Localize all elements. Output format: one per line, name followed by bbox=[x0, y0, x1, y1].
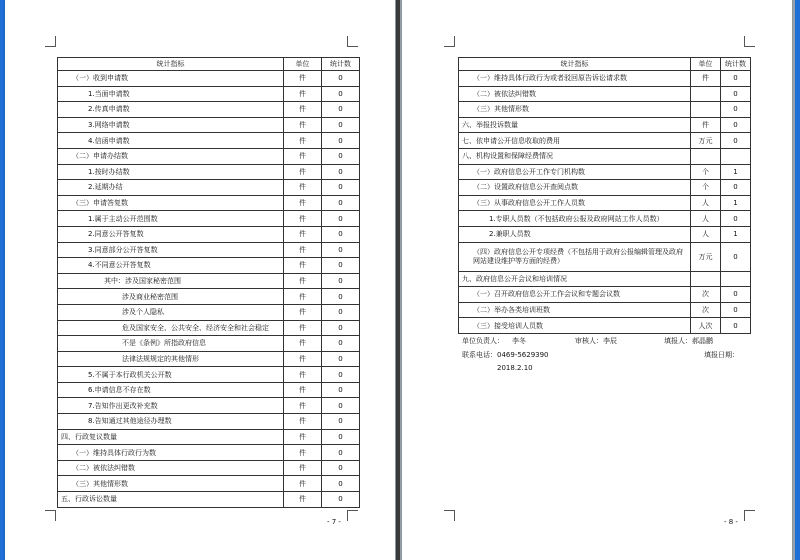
indicator-cell: 法律法规规定的其他情形 bbox=[58, 351, 284, 367]
indicator-cell: 3.同意部分公开答复数 bbox=[58, 242, 284, 258]
table-row bbox=[58, 117, 360, 133]
table-row bbox=[58, 382, 360, 398]
count-cell: 0 bbox=[322, 289, 360, 305]
count-cell: 0 bbox=[322, 304, 360, 320]
unit-cell: 件 bbox=[284, 429, 322, 445]
count-cell: 0 bbox=[322, 445, 360, 461]
unit-cell bbox=[691, 271, 721, 287]
unit-cell: 件 bbox=[284, 351, 322, 367]
indicator-cell: 5.不属于本行政机关公开数 bbox=[58, 367, 284, 383]
filler-value: 郝晶鹏 bbox=[692, 337, 713, 345]
unit-cell: 次 bbox=[691, 302, 721, 318]
unit-cell: 件 bbox=[284, 211, 322, 227]
unit-cell: 件 bbox=[284, 258, 322, 274]
page-number: - 7 - bbox=[327, 518, 341, 526]
table-row bbox=[58, 242, 360, 258]
indicator-cell: 五、行政诉讼数量 bbox=[58, 492, 284, 508]
indicator-cell: 危及国家安全、公共安全、经济安全和社会稳定 bbox=[58, 320, 284, 336]
table-row bbox=[459, 71, 751, 87]
reviewer-label: 审核人： bbox=[575, 337, 603, 345]
table-row bbox=[459, 102, 751, 118]
table-row bbox=[459, 318, 751, 334]
count-cell: 0 bbox=[322, 273, 360, 289]
count-cell: 0 bbox=[322, 351, 360, 367]
count-cell: 0 bbox=[721, 133, 751, 149]
crop-mark bbox=[347, 36, 358, 47]
indicator-cell: 涉及个人隐私 bbox=[58, 304, 284, 320]
table-row bbox=[58, 289, 360, 305]
indicator-cell: （一）维持具体行政行为数 bbox=[58, 445, 284, 461]
indicator-cell: （三）从事政府信息公开工作人员数 bbox=[459, 195, 691, 211]
count-cell: 0 bbox=[322, 117, 360, 133]
indicator-cell: （二）被依法纠错数 bbox=[459, 86, 691, 102]
unit-cell: 件 bbox=[284, 492, 322, 508]
count-cell: 0 bbox=[721, 242, 751, 271]
count-cell: 0 bbox=[322, 429, 360, 445]
indicator-cell: （三）其他情形数 bbox=[58, 476, 284, 492]
table-row bbox=[58, 320, 360, 336]
count-cell: 0 bbox=[322, 133, 360, 149]
table-row bbox=[58, 336, 360, 352]
table-row bbox=[58, 102, 360, 118]
indicator-cell: 1.属于主动公开范围数 bbox=[58, 211, 284, 227]
document-page-7 bbox=[5, 0, 395, 560]
header-count: 统计数 bbox=[322, 58, 360, 71]
indicator-cell: （二）举办各类培训班数 bbox=[459, 302, 691, 318]
count-cell: 0 bbox=[721, 302, 751, 318]
count-cell: 0 bbox=[721, 86, 751, 102]
indicator-cell: 2.延期办结 bbox=[58, 180, 284, 196]
unit-cell: 件 bbox=[284, 414, 322, 430]
count-cell: 0 bbox=[721, 71, 751, 87]
table-row bbox=[58, 195, 360, 211]
crop-mark bbox=[45, 510, 56, 521]
indicator-cell: 其中：涉及国家秘密范围 bbox=[58, 273, 284, 289]
unit-cell: 件 bbox=[284, 445, 322, 461]
count-cell: 1 bbox=[721, 164, 751, 180]
indicator-cell: 涉及商业秘密范围 bbox=[58, 289, 284, 305]
footer-phone bbox=[462, 350, 549, 360]
indicator-cell: 六、举报投诉数量 bbox=[459, 117, 691, 133]
footer-date-label: 填报日期： bbox=[704, 351, 739, 359]
indicator-cell: （四）政府信息公开专项经费（不包括用于政府公报编辑管理及政府网站建设维护等方面的经费） bbox=[459, 242, 691, 271]
count-cell: 0 bbox=[322, 164, 360, 180]
table-row bbox=[58, 86, 360, 102]
unit-cell: 万元 bbox=[691, 242, 721, 271]
header-indicator: 统计指标 bbox=[459, 58, 691, 71]
table-row bbox=[459, 117, 751, 133]
count-cell bbox=[721, 271, 751, 287]
unit-cell: 件 bbox=[284, 164, 322, 180]
footer-filler bbox=[664, 336, 713, 346]
header-count: 统计数 bbox=[721, 58, 751, 71]
table-row bbox=[58, 460, 360, 476]
header-indicator: 统计指标 bbox=[58, 58, 284, 71]
count-cell: 0 bbox=[721, 318, 751, 334]
table-row bbox=[58, 304, 360, 320]
count-cell: 1 bbox=[721, 195, 751, 211]
unit-cell: 人次 bbox=[691, 318, 721, 334]
count-cell: 0 bbox=[721, 211, 751, 227]
page-number: - 8 - bbox=[724, 518, 738, 526]
unit-cell: 件 bbox=[284, 289, 322, 305]
table-row bbox=[58, 71, 360, 87]
unit-cell: 件 bbox=[284, 117, 322, 133]
count-cell: 0 bbox=[322, 258, 360, 274]
indicator-cell: 2.同意公开答复数 bbox=[58, 226, 284, 242]
table-row bbox=[58, 367, 360, 383]
document-page-8 bbox=[402, 0, 792, 560]
table-row bbox=[58, 226, 360, 242]
table-row bbox=[459, 133, 751, 149]
count-cell: 0 bbox=[322, 226, 360, 242]
table-row bbox=[459, 195, 751, 211]
unit-cell: 件 bbox=[284, 102, 322, 118]
unit-cell: 件 bbox=[284, 476, 322, 492]
table-row bbox=[58, 273, 360, 289]
table-row bbox=[459, 287, 751, 303]
count-cell: 0 bbox=[322, 398, 360, 414]
unit-cell: 件 bbox=[284, 320, 322, 336]
unit-cell: 人 bbox=[691, 211, 721, 227]
table-header-row bbox=[459, 58, 751, 71]
table-row bbox=[58, 133, 360, 149]
unit-cell: 件 bbox=[284, 273, 322, 289]
count-cell: 0 bbox=[721, 117, 751, 133]
count-cell: 0 bbox=[322, 367, 360, 383]
count-cell: 0 bbox=[322, 382, 360, 398]
indicator-cell: （一）收到申请数 bbox=[58, 71, 284, 87]
table-row bbox=[58, 492, 360, 508]
table-row bbox=[58, 148, 360, 164]
table-row bbox=[459, 302, 751, 318]
statistics-table bbox=[458, 57, 751, 334]
unit-cell: 件 bbox=[691, 71, 721, 87]
table-row bbox=[58, 351, 360, 367]
indicator-cell: 七、依申请公开信息收取的费用 bbox=[459, 133, 691, 149]
table-row bbox=[58, 445, 360, 461]
table-row bbox=[459, 164, 751, 180]
indicator-cell: 7.告知作出更改补充数 bbox=[58, 398, 284, 414]
footer-reviewer bbox=[575, 336, 617, 346]
table-row bbox=[58, 180, 360, 196]
count-cell bbox=[721, 148, 751, 164]
indicator-cell: 八、机构设置和保障经费情况 bbox=[459, 148, 691, 164]
crop-mark bbox=[347, 510, 358, 521]
right-blue-border bbox=[795, 0, 800, 560]
count-cell: 0 bbox=[322, 492, 360, 508]
crop-mark bbox=[444, 510, 455, 521]
count-cell: 0 bbox=[322, 336, 360, 352]
count-cell: 0 bbox=[721, 102, 751, 118]
footer-unit-head bbox=[462, 336, 526, 346]
indicator-cell: 6.申请信息不存在数 bbox=[58, 382, 284, 398]
unit-cell: 件 bbox=[284, 71, 322, 87]
unit-head-label: 单位负责人： bbox=[462, 337, 504, 345]
count-cell: 1 bbox=[721, 226, 751, 242]
indicator-cell: 1.按时办结数 bbox=[58, 164, 284, 180]
unit-cell: 件 bbox=[284, 148, 322, 164]
indicator-cell: （二）设置政府信息公开查阅点数 bbox=[459, 180, 691, 196]
unit-cell: 件 bbox=[284, 242, 322, 258]
indicator-cell: 九、政府信息公开会议和培训情况 bbox=[459, 271, 691, 287]
indicator-cell: 8.告知通过其他途径办理数 bbox=[58, 414, 284, 430]
table-row bbox=[459, 86, 751, 102]
indicator-cell: 3.网络申请数 bbox=[58, 117, 284, 133]
unit-cell: 件 bbox=[284, 195, 322, 211]
table-row bbox=[58, 398, 360, 414]
header-unit: 单位 bbox=[691, 58, 721, 71]
phone-value: 0469-5629390 bbox=[497, 351, 549, 359]
indicator-cell: 2.传真申请数 bbox=[58, 102, 284, 118]
indicator-cell: （二）被依法纠错数 bbox=[58, 460, 284, 476]
table-row bbox=[58, 211, 360, 227]
unit-cell: 次 bbox=[691, 287, 721, 303]
table-row bbox=[459, 211, 751, 227]
unit-cell bbox=[691, 102, 721, 118]
count-cell: 0 bbox=[322, 86, 360, 102]
unit-cell: 件 bbox=[284, 367, 322, 383]
table-header-row bbox=[58, 58, 360, 71]
unit-cell: 人 bbox=[691, 226, 721, 242]
unit-cell: 件 bbox=[284, 133, 322, 149]
unit-cell: 件 bbox=[284, 336, 322, 352]
indicator-cell: 不是《条例》所指政府信息 bbox=[58, 336, 284, 352]
indicator-cell: （一）召开政府信息公开工作会议和专题会议数 bbox=[459, 287, 691, 303]
indicator-cell: （一）维持具体行政行为或者驳回原告诉讼请求数 bbox=[459, 71, 691, 87]
indicator-cell: 4.不同意公开答复数 bbox=[58, 258, 284, 274]
table-row bbox=[58, 429, 360, 445]
table-row bbox=[58, 414, 360, 430]
table-row bbox=[459, 148, 751, 164]
indicator-cell: 四、行政复议数量 bbox=[58, 429, 284, 445]
indicator-cell: 4.信函申请数 bbox=[58, 133, 284, 149]
count-cell: 0 bbox=[322, 71, 360, 87]
table-row bbox=[459, 180, 751, 196]
count-cell: 0 bbox=[322, 414, 360, 430]
indicator-cell: （一）政府信息公开工作专门机构数 bbox=[459, 164, 691, 180]
unit-cell: 件 bbox=[284, 398, 322, 414]
count-cell: 0 bbox=[721, 180, 751, 196]
unit-cell: 万元 bbox=[691, 133, 721, 149]
indicator-cell: （二）申请办结数 bbox=[58, 148, 284, 164]
unit-cell: 件 bbox=[284, 86, 322, 102]
unit-cell: 件 bbox=[284, 460, 322, 476]
unit-cell: 件 bbox=[284, 304, 322, 320]
table-row bbox=[459, 226, 751, 242]
indicator-cell: （三）其他情形数 bbox=[459, 102, 691, 118]
unit-cell: 件 bbox=[284, 382, 322, 398]
count-cell: 0 bbox=[322, 320, 360, 336]
count-cell: 0 bbox=[721, 287, 751, 303]
footer-date-value: 2018.2.10 bbox=[497, 364, 533, 372]
indicator-cell: （三）接受培训人员数 bbox=[459, 318, 691, 334]
table-row bbox=[459, 271, 751, 287]
unit-cell: 个 bbox=[691, 164, 721, 180]
crop-mark bbox=[45, 36, 56, 47]
crop-mark bbox=[744, 510, 755, 521]
table-row bbox=[58, 476, 360, 492]
filler-label: 填报人： bbox=[664, 337, 692, 345]
table-row bbox=[58, 164, 360, 180]
unit-cell bbox=[691, 86, 721, 102]
table-row bbox=[459, 242, 751, 271]
crop-mark bbox=[444, 36, 455, 47]
count-cell: 0 bbox=[322, 242, 360, 258]
indicator-cell: 1.专职人员数（不包括政府公报及政府网站工作人员数） bbox=[459, 211, 691, 227]
count-cell: 0 bbox=[322, 148, 360, 164]
unit-head-value: 李冬 bbox=[512, 337, 526, 345]
reviewer-value: 李辰 bbox=[603, 337, 617, 345]
unit-cell: 个 bbox=[691, 180, 721, 196]
unit-cell: 件 bbox=[284, 180, 322, 196]
count-cell: 0 bbox=[322, 195, 360, 211]
count-cell: 0 bbox=[322, 102, 360, 118]
crop-mark bbox=[744, 36, 755, 47]
statistics-table bbox=[57, 57, 360, 508]
table-row bbox=[58, 258, 360, 274]
count-cell: 0 bbox=[322, 476, 360, 492]
indicator-cell: 1.当面申请数 bbox=[58, 86, 284, 102]
count-cell: 0 bbox=[322, 180, 360, 196]
count-cell: 0 bbox=[322, 460, 360, 476]
phone-label: 联系电话： bbox=[462, 351, 497, 359]
unit-cell: 件 bbox=[691, 117, 721, 133]
header-unit: 单位 bbox=[284, 58, 322, 71]
unit-cell: 件 bbox=[284, 226, 322, 242]
indicator-cell: （三）申请答复数 bbox=[58, 195, 284, 211]
indicator-cell: 2.兼职人员数 bbox=[459, 226, 691, 242]
unit-cell: 人 bbox=[691, 195, 721, 211]
center-divider bbox=[396, 0, 400, 560]
unit-cell bbox=[691, 148, 721, 164]
count-cell: 0 bbox=[322, 211, 360, 227]
